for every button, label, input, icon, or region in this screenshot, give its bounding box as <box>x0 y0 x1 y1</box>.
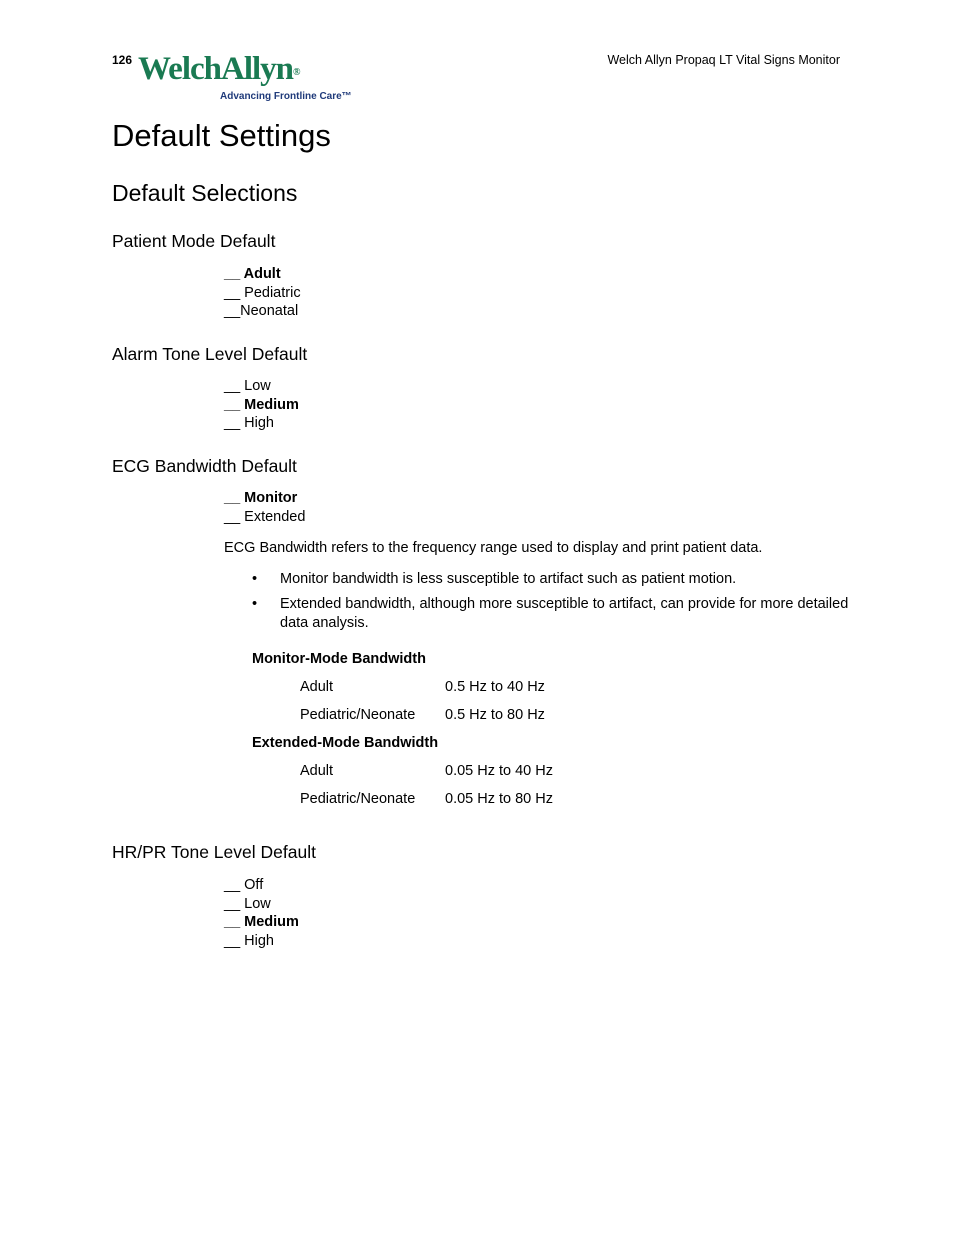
monitor-mode-heading: Monitor-Mode Bandwidth <box>252 651 426 667</box>
option-high: __ High <box>224 415 274 432</box>
page-title: Default Settings <box>112 118 331 153</box>
row-value: 0.5 Hz to 80 Hz <box>445 707 545 723</box>
option-medium: __ Medium <box>224 914 299 931</box>
logo-wordmark: WelchAllyn <box>138 51 294 87</box>
extended-mode-heading: Extended-Mode Bandwidth <box>252 735 439 751</box>
table-row <box>300 763 553 779</box>
row-label: Adult <box>300 763 334 779</box>
row-value: 0.5 Hz to 40 Hz <box>445 679 545 695</box>
bullet-icon: • <box>252 596 258 612</box>
option-extended: __ Extended <box>224 508 306 525</box>
bullet-icon: • <box>252 571 258 587</box>
patient-mode-options <box>224 265 301 321</box>
section-subtitle: Default Selections <box>112 180 298 206</box>
ecg-bandwidth-heading: ECG Bandwidth Default <box>112 456 297 476</box>
option-off: __ Off <box>224 877 264 893</box>
option-pediatric: __ Pediatric <box>224 284 301 301</box>
option-medium: __ Medium <box>224 396 299 413</box>
page-number: 126 <box>112 53 133 67</box>
document-title: Welch Allyn Propaq LT Vital Signs Monitor <box>607 53 840 67</box>
row-label: Pediatric/Neonate <box>300 707 416 723</box>
table-row <box>300 679 545 695</box>
option-low: __ Low <box>224 378 271 394</box>
option-adult: __ Adult <box>224 266 281 282</box>
option-high: __ High <box>224 933 274 950</box>
hrpr-tone-heading: HR/PR Tone Level Default <box>112 842 316 862</box>
bullet-text: Monitor bandwidth is less susceptible to artifact such as patient motion. <box>280 571 737 587</box>
row-value: 0.05 Hz to 40 Hz <box>445 763 553 779</box>
table-row <box>300 791 553 807</box>
list-item <box>252 595 852 633</box>
row-label: Adult <box>300 679 334 695</box>
option-low: __ Low <box>224 895 271 912</box>
ecg-bandwidth-bullets <box>252 570 852 639</box>
welch-allyn-logo <box>138 50 352 108</box>
alarm-tone-heading: Alarm Tone Level Default <box>112 344 308 364</box>
option-monitor: __ Monitor <box>224 490 298 506</box>
alarm-tone-options <box>224 377 299 433</box>
table-row <box>300 707 545 723</box>
hrpr-tone-options <box>224 876 299 951</box>
list-item <box>252 570 852 589</box>
ecg-bandwidth-options <box>224 489 305 526</box>
logo-registered-mark: ® <box>293 67 300 78</box>
row-label: Pediatric/Neonate <box>300 791 416 807</box>
patient-mode-heading: Patient Mode Default <box>112 231 276 251</box>
row-value: 0.05 Hz to 80 Hz <box>445 791 553 807</box>
ecg-bandwidth-description: ECG Bandwidth refers to the frequency range used to display and print patient data. <box>224 540 763 556</box>
bullet-text: Extended bandwidth, although more susceptible to artifact, can provide for more detailed data analysis. <box>280 596 849 631</box>
logo-tagline: Advancing Frontline Care™ <box>220 91 352 102</box>
option-neonatal: __Neonatal <box>224 303 299 320</box>
